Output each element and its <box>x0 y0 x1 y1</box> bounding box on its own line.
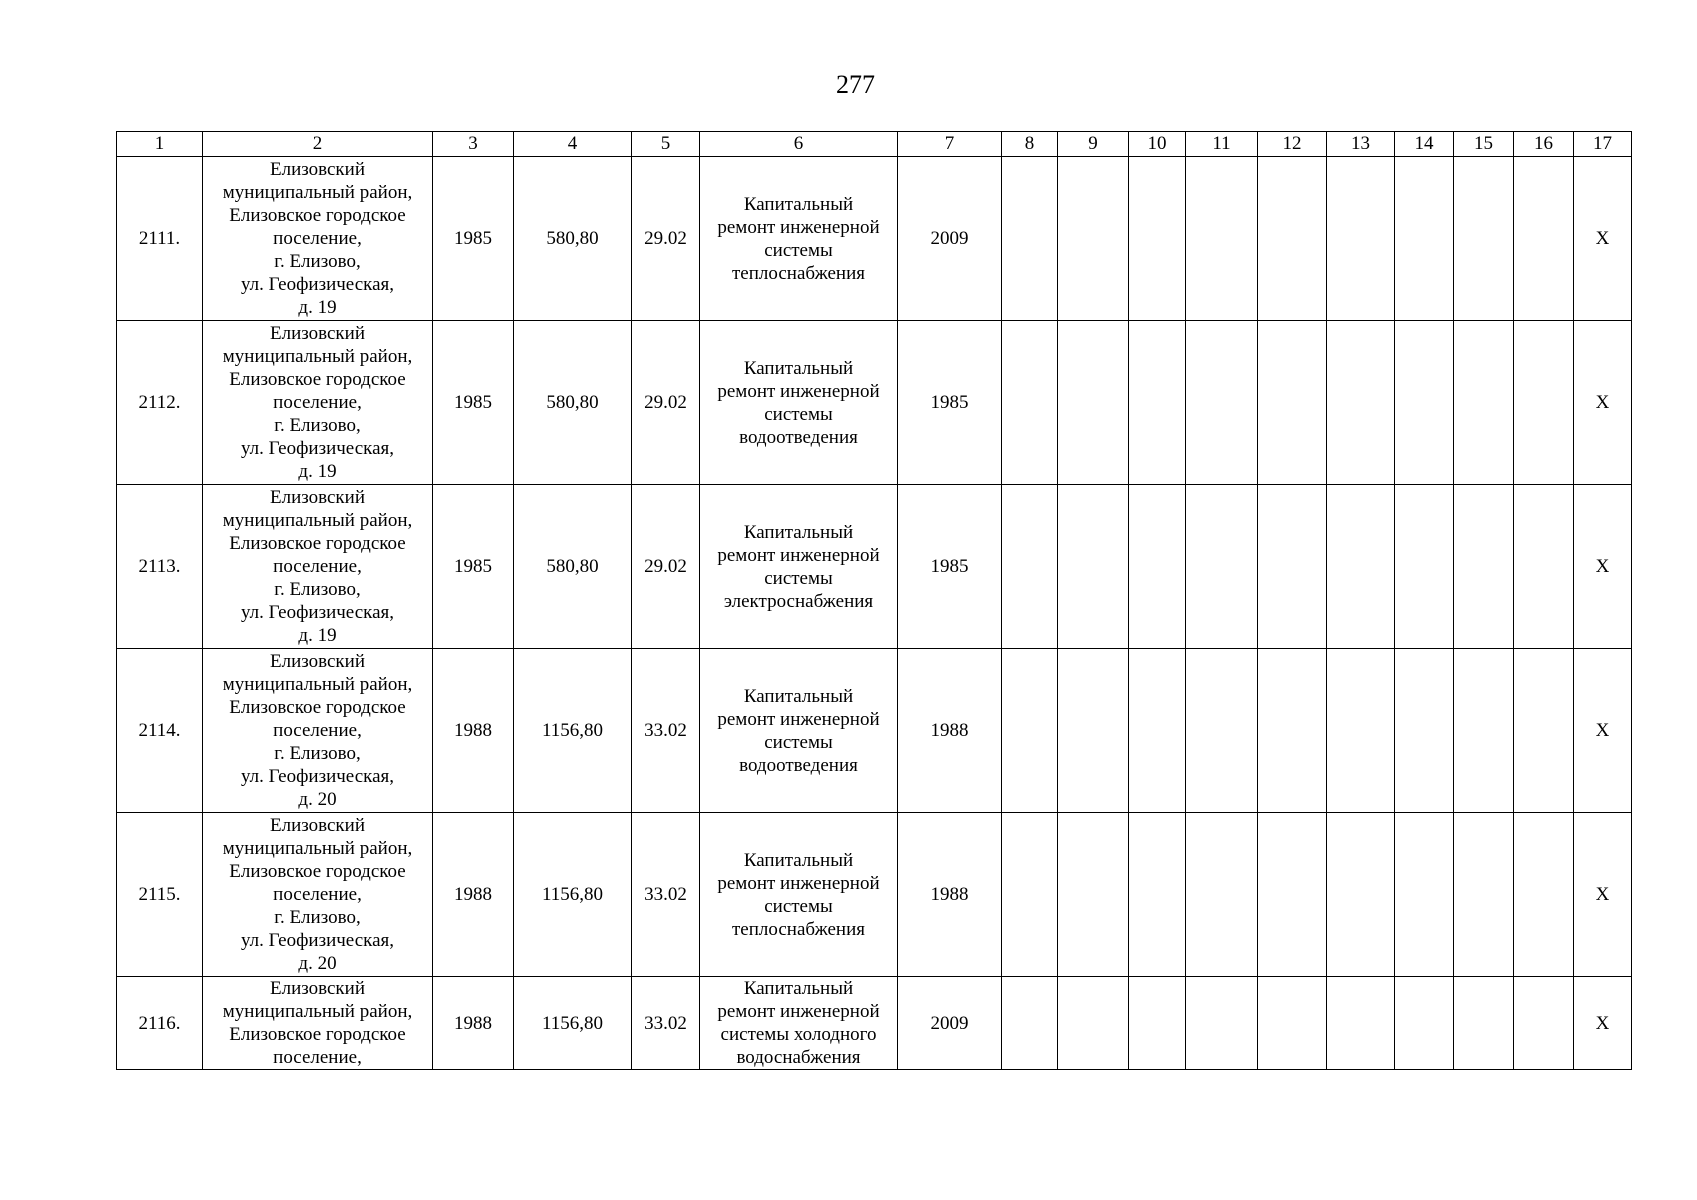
table-row <box>117 649 1632 813</box>
empty-cell <box>1395 485 1454 649</box>
empty-cell <box>1002 649 1058 813</box>
table-row <box>117 813 1632 977</box>
address-cell: Елизовский муниципальный район, Елизовское городское поселение, г. Елизово, ул. Геофизическая, д. 20 <box>203 813 433 977</box>
empty-cell <box>1002 321 1058 485</box>
row-number: 2113. <box>117 485 203 649</box>
empty-cell <box>1395 321 1454 485</box>
empty-cell <box>1186 649 1258 813</box>
empty-cell <box>1514 157 1574 321</box>
code-cell: 33.02 <box>632 977 700 1070</box>
area-cell: 580,80 <box>514 485 632 649</box>
empty-cell <box>1327 485 1395 649</box>
table-row <box>117 157 1632 321</box>
empty-cell <box>1129 157 1186 321</box>
address-cell: Елизовский муниципальный район, Елизовское городское поселение, г. Елизово, ул. Геофизическая, д. 19 <box>203 157 433 321</box>
empty-cell <box>1395 977 1454 1070</box>
empty-cell <box>1514 813 1574 977</box>
col-header: 17 <box>1574 132 1632 157</box>
empty-cell <box>1327 321 1395 485</box>
empty-cell <box>1129 813 1186 977</box>
empty-cell <box>1258 649 1327 813</box>
col-header: 9 <box>1058 132 1129 157</box>
empty-cell <box>1395 813 1454 977</box>
empty-cell <box>1454 977 1514 1070</box>
col-header: 7 <box>898 132 1002 157</box>
col-header: 14 <box>1395 132 1454 157</box>
work-type-cell: Капитальный ремонт инженерной системы холодного водоснабжения <box>700 977 898 1070</box>
column-number-row <box>117 132 1632 157</box>
area-cell: 580,80 <box>514 321 632 485</box>
year-cell: 2009 <box>898 157 1002 321</box>
code-cell: 33.02 <box>632 649 700 813</box>
col-header: 11 <box>1186 132 1258 157</box>
row-number: 2115. <box>117 813 203 977</box>
empty-cell <box>1454 813 1514 977</box>
mark-cell: X <box>1574 157 1632 321</box>
row-number: 2112. <box>117 321 203 485</box>
address-cell: Елизовский муниципальный район, Елизовское городское поселение, <box>203 977 433 1070</box>
mark-cell: X <box>1574 485 1632 649</box>
work-type-cell: Капитальный ремонт инженерной системы водоотведения <box>700 321 898 485</box>
table-row <box>117 977 1632 1070</box>
col-header: 5 <box>632 132 700 157</box>
col-header: 16 <box>1514 132 1574 157</box>
empty-cell <box>1454 485 1514 649</box>
empty-cell <box>1327 649 1395 813</box>
empty-cell <box>1327 157 1395 321</box>
area-cell: 1156,80 <box>514 649 632 813</box>
empty-cell <box>1327 813 1395 977</box>
mark-cell: X <box>1574 813 1632 977</box>
empty-cell <box>1058 485 1129 649</box>
register-table <box>116 131 1632 1070</box>
code-cell: 29.02 <box>632 485 700 649</box>
col-header: 15 <box>1454 132 1514 157</box>
empty-cell <box>1058 649 1129 813</box>
empty-cell <box>1129 977 1186 1070</box>
work-type-cell: Капитальный ремонт инженерной системы теплоснабжения <box>700 813 898 977</box>
address-cell: Елизовский муниципальный район, Елизовское городское поселение, г. Елизово, ул. Геофизическая, д. 19 <box>203 321 433 485</box>
empty-cell <box>1258 321 1327 485</box>
col-header: 4 <box>514 132 632 157</box>
empty-cell <box>1186 321 1258 485</box>
empty-cell <box>1395 649 1454 813</box>
year-built-cell: 1985 <box>433 485 514 649</box>
empty-cell <box>1514 977 1574 1070</box>
empty-cell <box>1258 485 1327 649</box>
empty-cell <box>1327 977 1395 1070</box>
year-built-cell: 1985 <box>433 321 514 485</box>
table-row <box>117 321 1632 485</box>
year-built-cell: 1988 <box>433 813 514 977</box>
col-header: 1 <box>117 132 203 157</box>
mark-cell: X <box>1574 321 1632 485</box>
work-type-cell: Капитальный ремонт инженерной системы электроснабжения <box>700 485 898 649</box>
page-number: 277 <box>836 70 875 99</box>
empty-cell <box>1186 813 1258 977</box>
empty-cell <box>1129 649 1186 813</box>
code-cell: 33.02 <box>632 813 700 977</box>
mark-cell: X <box>1574 977 1632 1070</box>
col-header: 8 <box>1002 132 1058 157</box>
empty-cell <box>1058 977 1129 1070</box>
empty-cell <box>1258 813 1327 977</box>
col-header: 6 <box>700 132 898 157</box>
empty-cell <box>1002 813 1058 977</box>
empty-cell <box>1514 649 1574 813</box>
work-type-cell: Капитальный ремонт инженерной системы теплоснабжения <box>700 157 898 321</box>
col-header: 3 <box>433 132 514 157</box>
empty-cell <box>1058 321 1129 485</box>
code-cell: 29.02 <box>632 321 700 485</box>
empty-cell <box>1129 485 1186 649</box>
area-cell: 1156,80 <box>514 977 632 1070</box>
empty-cell <box>1454 157 1514 321</box>
col-header: 10 <box>1129 132 1186 157</box>
empty-cell <box>1186 977 1258 1070</box>
empty-cell <box>1129 321 1186 485</box>
empty-cell <box>1514 485 1574 649</box>
col-header: 12 <box>1258 132 1327 157</box>
empty-cell <box>1002 157 1058 321</box>
year-built-cell: 1988 <box>433 977 514 1070</box>
year-cell: 1985 <box>898 321 1002 485</box>
empty-cell <box>1002 977 1058 1070</box>
year-cell: 1988 <box>898 813 1002 977</box>
area-cell: 580,80 <box>514 157 632 321</box>
mark-cell: X <box>1574 649 1632 813</box>
empty-cell <box>1258 157 1327 321</box>
row-number: 2111. <box>117 157 203 321</box>
year-cell: 1985 <box>898 485 1002 649</box>
empty-cell <box>1186 485 1258 649</box>
address-cell: Елизовский муниципальный район, Елизовское городское поселение, г. Елизово, ул. Геофизическая, д. 19 <box>203 485 433 649</box>
empty-cell <box>1454 649 1514 813</box>
col-header: 13 <box>1327 132 1395 157</box>
year-built-cell: 1988 <box>433 649 514 813</box>
empty-cell <box>1058 157 1129 321</box>
year-cell: 2009 <box>898 977 1002 1070</box>
row-number: 2116. <box>117 977 203 1070</box>
col-header: 2 <box>203 132 433 157</box>
row-number: 2114. <box>117 649 203 813</box>
empty-cell <box>1258 977 1327 1070</box>
address-cell: Елизовский муниципальный район, Елизовское городское поселение, г. Елизово, ул. Геофизическая, д. 20 <box>203 649 433 813</box>
empty-cell <box>1454 321 1514 485</box>
empty-cell <box>1058 813 1129 977</box>
year-built-cell: 1985 <box>433 157 514 321</box>
code-cell: 29.02 <box>632 157 700 321</box>
table-row <box>117 485 1632 649</box>
empty-cell <box>1186 157 1258 321</box>
year-cell: 1988 <box>898 649 1002 813</box>
area-cell: 1156,80 <box>514 813 632 977</box>
empty-cell <box>1002 485 1058 649</box>
empty-cell <box>1514 321 1574 485</box>
empty-cell <box>1395 157 1454 321</box>
work-type-cell: Капитальный ремонт инженерной системы водоотведения <box>700 649 898 813</box>
